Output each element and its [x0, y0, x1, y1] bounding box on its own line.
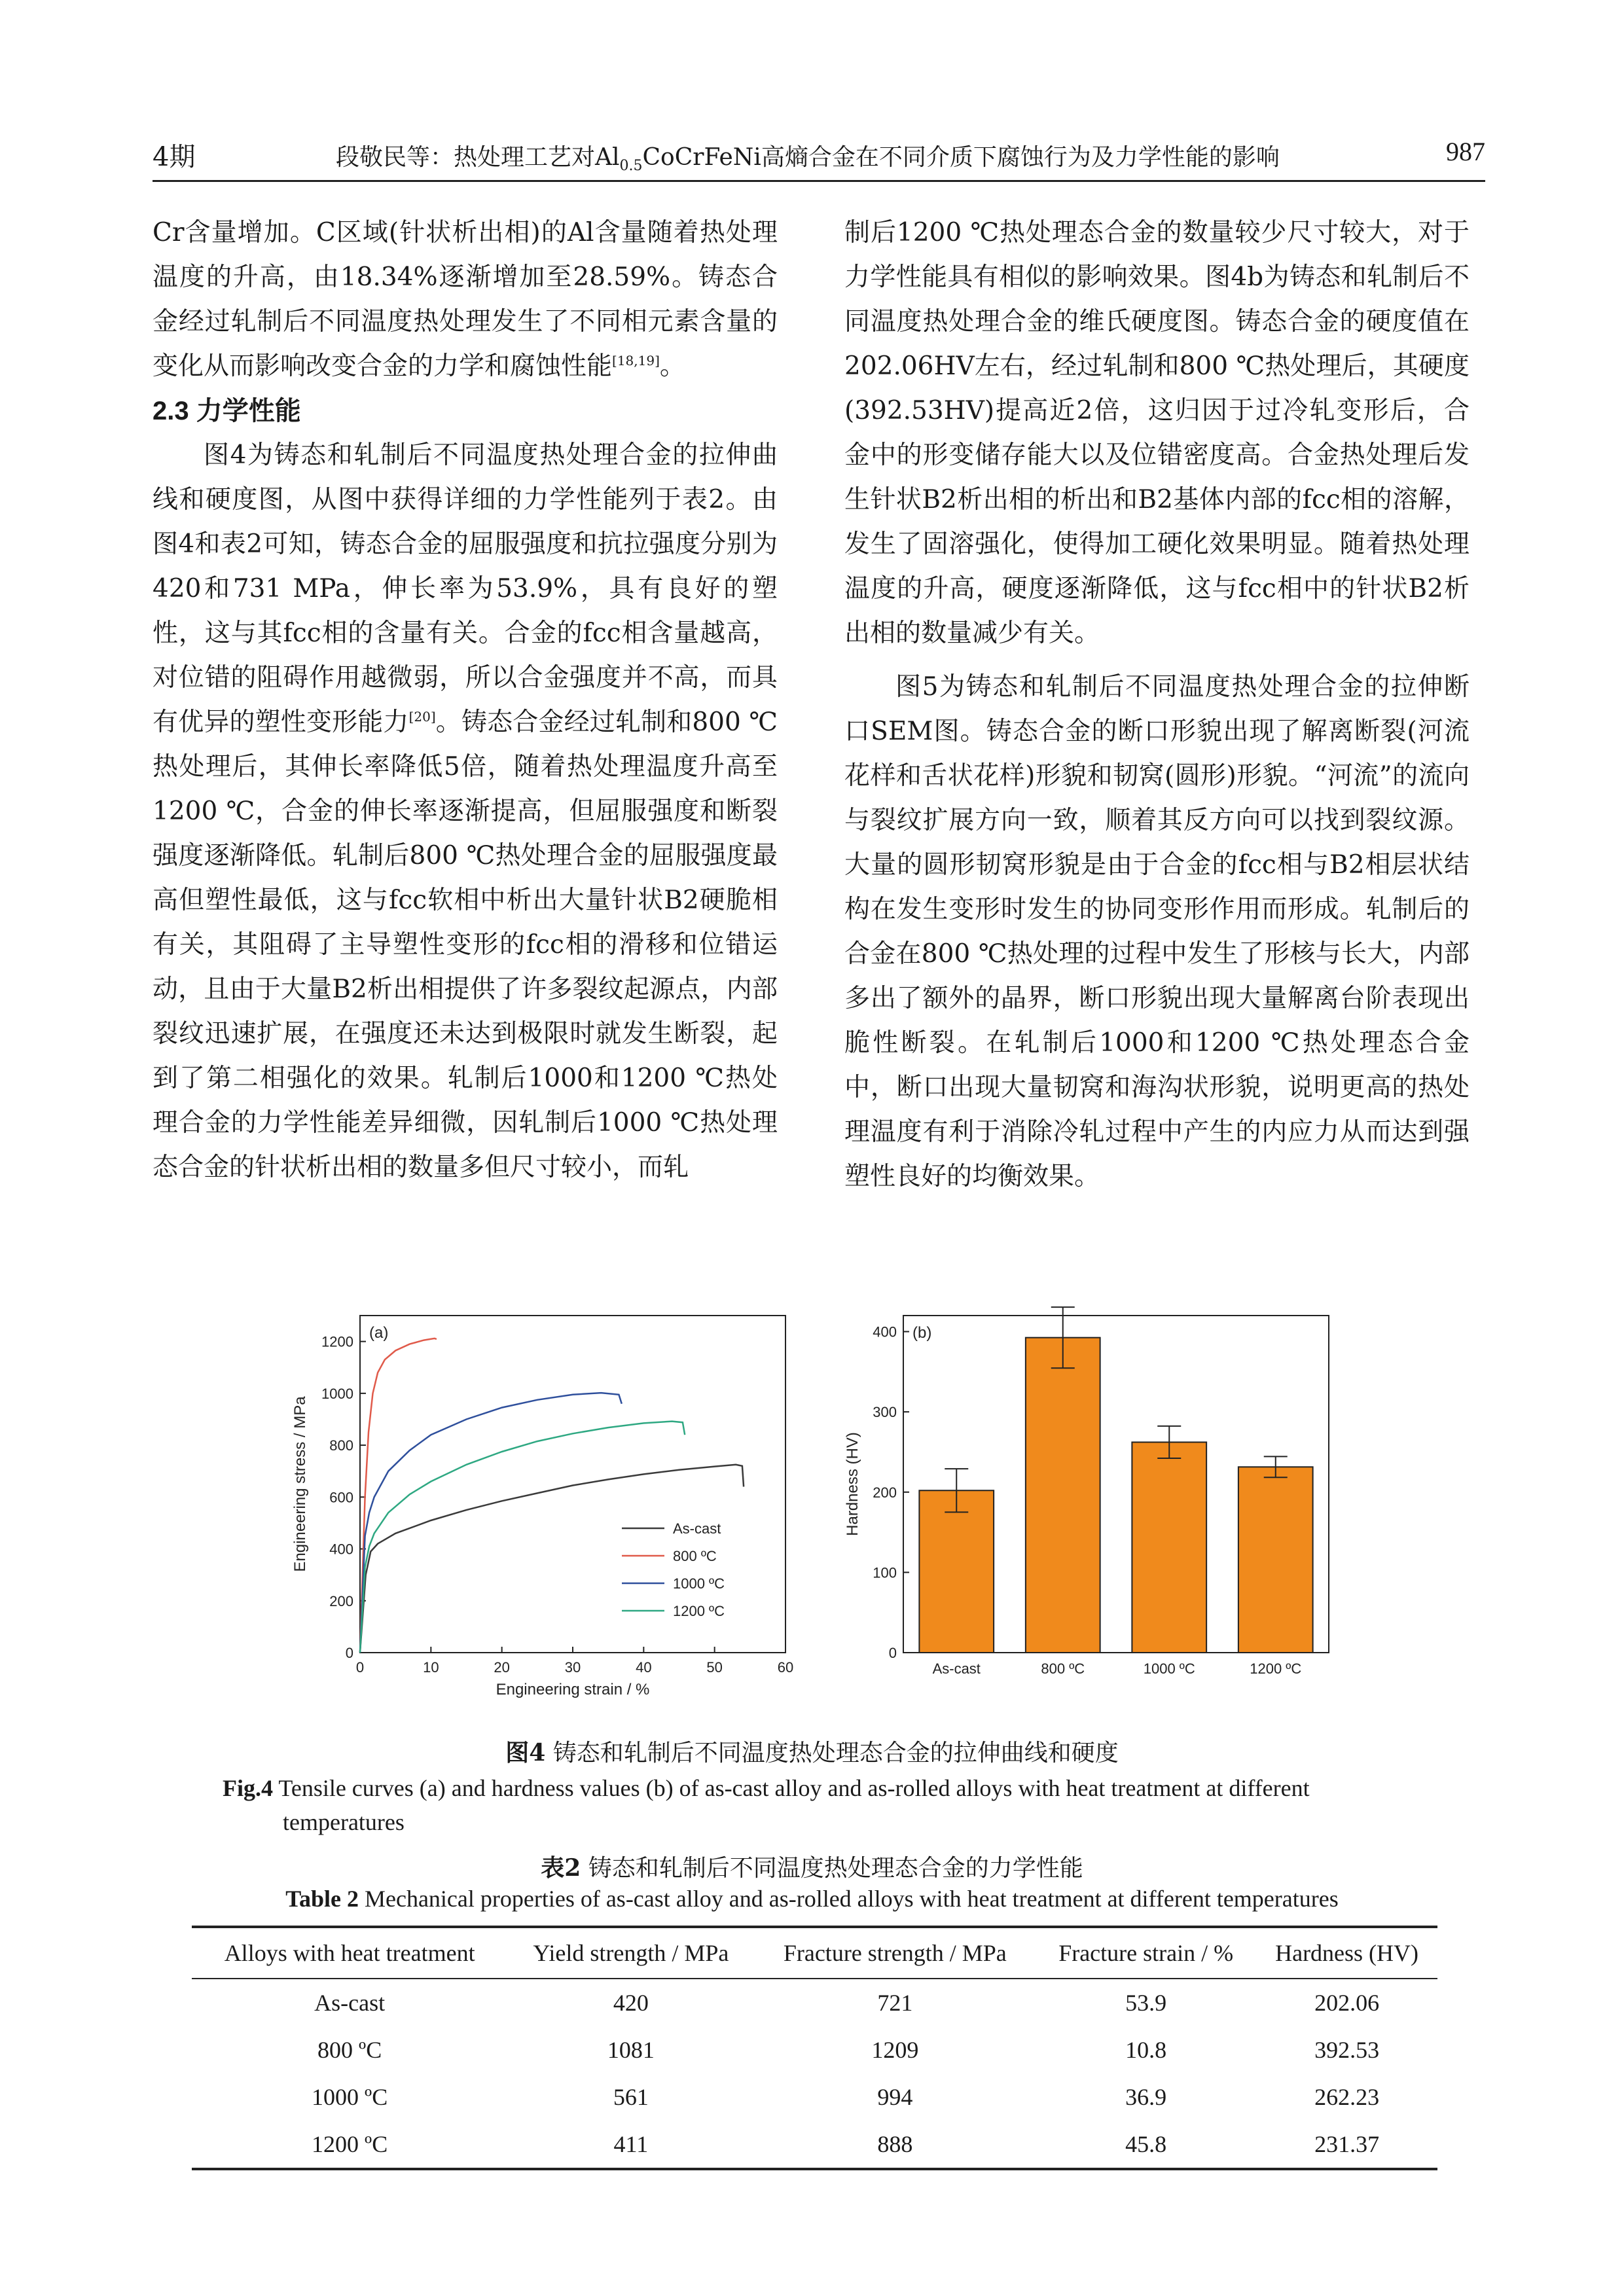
- table-caption-cn-text: 铸态和轧制后不同温度热处理态合金的力学性能: [588, 1855, 1083, 1882]
- issue-number: 4期: [153, 142, 196, 172]
- right-paragraph-1: 制后1200 ℃热处理态合金的数量较少尺寸较大，对于力学性能具有相似的影响效果。图4b为铸态和轧制后不同温度热处理合金的维氏硬度图。铸态合金的硬度值在202.06HV左右，经过轧制和800 ℃热处理后，其硬度(392.53HV)提高近2倍，这归因于过冷轧变形后，合金中的形变储存能大以及位错密度高。合金热处理后发生针状B2析出相的析出和B2基体内部的fcc相的溶解，发生了固溶强化，使得加工硬化效果明显。随着热处理温度的升高，硬度逐渐降低，这与fcc相中的针状B2析出相的数量减少有关。: [844, 218, 1470, 648]
- y-tick-label: 800: [329, 1437, 353, 1454]
- table-cell: 1081: [607, 2037, 655, 2063]
- tensile-chart: [281, 1299, 799, 1718]
- hardness-bar: [1132, 1442, 1206, 1653]
- table-cell: 231.37: [1256, 2121, 1437, 2169]
- tensile-chart-svg: [281, 1299, 799, 1718]
- y-tick-label: 200: [329, 1592, 353, 1609]
- table-header-cell: Alloys with heat treatment: [192, 1927, 507, 1979]
- x-tick-label: 40: [636, 1659, 652, 1676]
- page-number: 987: [1446, 137, 1485, 166]
- x-tick-label: 50: [706, 1659, 723, 1676]
- series-line-3: [360, 1422, 685, 1653]
- figure-caption-cn-label: 图4: [505, 1739, 546, 1767]
- running-header: [153, 136, 1485, 175]
- table-cell: 45.8: [1036, 2121, 1256, 2169]
- y-tick-label: 200: [873, 1484, 897, 1501]
- y-tick-label: 300: [873, 1404, 897, 1421]
- y-tick-label: 1000: [321, 1385, 353, 1402]
- left-paragraph-2-text-a: 图4为铸态和轧制后不同温度热处理合金的拉伸曲线和硬度图，从图中获得详细的力学性能列于表2。由图4和表2可知，铸态合金的屈服强度和抗拉强度分别为420和731 MPa，伸长率为53.9%，具有良好的塑性，这与其fcc相的含量有关。合金的fcc相含量越高，对位错的阻碍作用越微弱，所以合金强度并不高，而具有优异的塑性变形能力: [153, 440, 778, 737]
- left-paragraph-1: [153, 211, 778, 389]
- hardness-chart: [838, 1299, 1348, 1692]
- left-paragraph-2-text-b: 。铸态合金经过轧制和800 ℃热处理后，其伸长率降低5倍，随着热处理温度升高至1200 ℃，合金的伸长率逐渐提高，但屈服强度和断裂强度逐渐降低。轧制后800 ℃热处理合金的屈服强度最高但塑性最低，这与fcc软相中析出大量针状B2硬脆相有关，其阻碍了主导塑性变形的fcc相的滑移和位错运动，且由于大量B2析出相提供了许多裂纹起源点，内部裂纹迅速扩展，在强度还未达到极限时就发生断裂，起到了第二相强化的效果。轧制后1000和1200 ℃热处理合金的力学性能差异细微，因轧制后1000 ℃热处理态合金的针状析出相的数量多但尺寸较小，而轧: [153, 708, 778, 1182]
- table-cell: 420: [613, 1990, 649, 2016]
- table-cell: 1209: [871, 2037, 919, 2063]
- panel-label: (a): [369, 1324, 389, 1342]
- table-cell: 561: [613, 2084, 649, 2110]
- hardness-bar: [919, 1490, 994, 1653]
- table-cell: 721: [877, 1990, 913, 2016]
- table-cell: 36.9: [1125, 2084, 1167, 2110]
- table-cell: 994: [877, 2084, 913, 2110]
- x-tick-label: 0: [355, 1659, 365, 1676]
- table-row: [192, 2026, 1437, 2073]
- figure-caption-cn: [0, 1734, 1624, 1768]
- y-tick-label: 0: [345, 1645, 353, 1661]
- table-cell: 10.8: [1125, 2037, 1167, 2063]
- hardness-bar: [1026, 1338, 1100, 1653]
- y-axis-label: Hardness (HV): [844, 1432, 861, 1536]
- x-tick-label: 60: [777, 1659, 794, 1676]
- table-row: [192, 2121, 1437, 2169]
- figure-caption-en-text: Tensile curves (a) and hardness values (b) of as-cast alloy and as-rolled alloys with heat treatment at different temperatures: [278, 1775, 1310, 1835]
- category-label: 800 ºC: [1041, 1660, 1085, 1677]
- running-title-subscript: 0.5: [619, 158, 643, 175]
- table-row: [192, 2073, 1437, 2121]
- legend-label: 1200 ºC: [673, 1603, 725, 1619]
- category-label: As-cast: [932, 1660, 981, 1677]
- x-tick-label: 30: [564, 1659, 581, 1676]
- figure-caption-cn-text: 铸态和轧制后不同温度热处理态合金的拉伸曲线和硬度: [552, 1740, 1119, 1767]
- table-caption-cn-label: 表2: [541, 1854, 581, 1882]
- plot-frame: [360, 1316, 785, 1653]
- table-cell: 202.06: [1314, 1990, 1380, 2016]
- section-heading: 2.3 力学性能: [153, 397, 301, 425]
- table-cell: 411: [507, 2121, 754, 2169]
- x-tick-label: 10: [423, 1659, 439, 1676]
- table-caption-cn: [0, 1850, 1624, 1883]
- figure-caption-en: [223, 1771, 1414, 1839]
- y-tick-label: 0: [888, 1645, 897, 1661]
- legend-label: As-cast: [673, 1520, 721, 1537]
- x-tick-label: 20: [494, 1659, 510, 1676]
- series-line-1: [360, 1338, 437, 1653]
- running-title: [336, 139, 1280, 174]
- table-caption-en-text: Mechanical properties of as-cast alloy and as-rolled alloys with heat treatment at different temperatures: [364, 1886, 1339, 1912]
- left-paragraph-1-end: 。: [659, 351, 685, 381]
- left-paragraph-1-text: Cr含量增加。C区域(针状析出相)的Al含量随着热处理温度的升高，由18.34%逐渐增加至28.59%。铸态合金经过轧制后不同温度热处理发生了不同相元素含量的变化从而影响改变合金的力学和腐蚀性能: [153, 218, 778, 381]
- y-tick-label: 400: [873, 1323, 897, 1340]
- table-caption-en: [0, 1885, 1624, 1912]
- figure-caption-en-label: Fig.4: [223, 1775, 273, 1801]
- y-axis-label: Engineering stress / MPa: [291, 1396, 309, 1572]
- category-label: 1000 ºC: [1143, 1660, 1195, 1677]
- citation-ref: [18,19]: [612, 353, 660, 368]
- table-cell: 888: [754, 2121, 1036, 2169]
- table-header-cell: Hardness (HV): [1256, 1927, 1437, 1979]
- table-cell: 53.9: [1125, 1990, 1167, 2016]
- properties-table: [192, 1926, 1437, 2170]
- table-header-cell: Fracture strain / %: [1036, 1927, 1256, 1979]
- citation-ref: [20]: [408, 709, 436, 725]
- table-row: [192, 1979, 1437, 2026]
- table-cell: As-cast: [314, 1990, 386, 2016]
- y-tick-label: 100: [873, 1564, 897, 1581]
- legend-label: 800 ºC: [673, 1548, 717, 1564]
- table-cell: 1200 ºC: [192, 2121, 507, 2169]
- table-header-cell: Fracture strength / MPa: [754, 1927, 1036, 1979]
- left-column: [153, 211, 778, 1190]
- y-tick-label: 600: [329, 1489, 353, 1506]
- category-label: 1200 ºC: [1250, 1660, 1302, 1677]
- right-column: [844, 211, 1470, 1199]
- table-caption-en-label: Table 2: [285, 1886, 359, 1912]
- header-rule: [153, 180, 1485, 182]
- right-paragraph-2: 图5为铸态和轧制后不同温度热处理合金的拉伸断口SEM图。铸态合金的断口形貌出现了解离断裂(河流花样和舌状花样)形貌和韧窝(圆形)形貌。“河流”的流向与裂纹扩展方向一致，顺着其反方向可以找到裂纹源。大量的圆形韧窝形貌是由于合金的fcc相与B2相层状结构在发生变形时发生的协同变形作用而形成。轧制后的合金在800 ℃热处理的过程中发生了形核与长大，内部多出了额外的晶界，断口形貌出现大量解离台阶表现出脆性断裂。在轧制后1000和1200 ℃热处理态合金中，断口出现大量韧窝和海沟状形貌，说明更高的热处理温度有利于消除冷轧过程中产生的内应力从而达到强塑性良好的均衡效果。: [844, 672, 1470, 1191]
- legend-label: 1000 ºC: [673, 1575, 725, 1592]
- table-cell: 262.23: [1314, 2084, 1380, 2110]
- hardness-bar: [1238, 1467, 1313, 1653]
- table-cell: 1000 ºC: [312, 2084, 388, 2110]
- x-axis-label: Engineering strain / %: [496, 1681, 650, 1698]
- table-cell: 392.53: [1314, 2037, 1380, 2063]
- y-tick-label: 400: [329, 1541, 353, 1558]
- table-cell: 800 ºC: [317, 2037, 382, 2063]
- panel-label: (b): [912, 1324, 932, 1342]
- left-paragraph-2: [153, 433, 778, 1190]
- hardness-chart-svg: [838, 1299, 1348, 1692]
- running-title-part-a: 段敬民等：热处理工艺对Al: [336, 144, 620, 171]
- y-tick-label: 1200: [321, 1333, 353, 1350]
- running-title-part-b: CoCrFeNi高熵合金在不同介质下腐蚀行为及力学性能的影响: [642, 144, 1280, 171]
- table-header-cell: Yield strength / MPa: [507, 1927, 754, 1979]
- table-header-row: [192, 1927, 1437, 1979]
